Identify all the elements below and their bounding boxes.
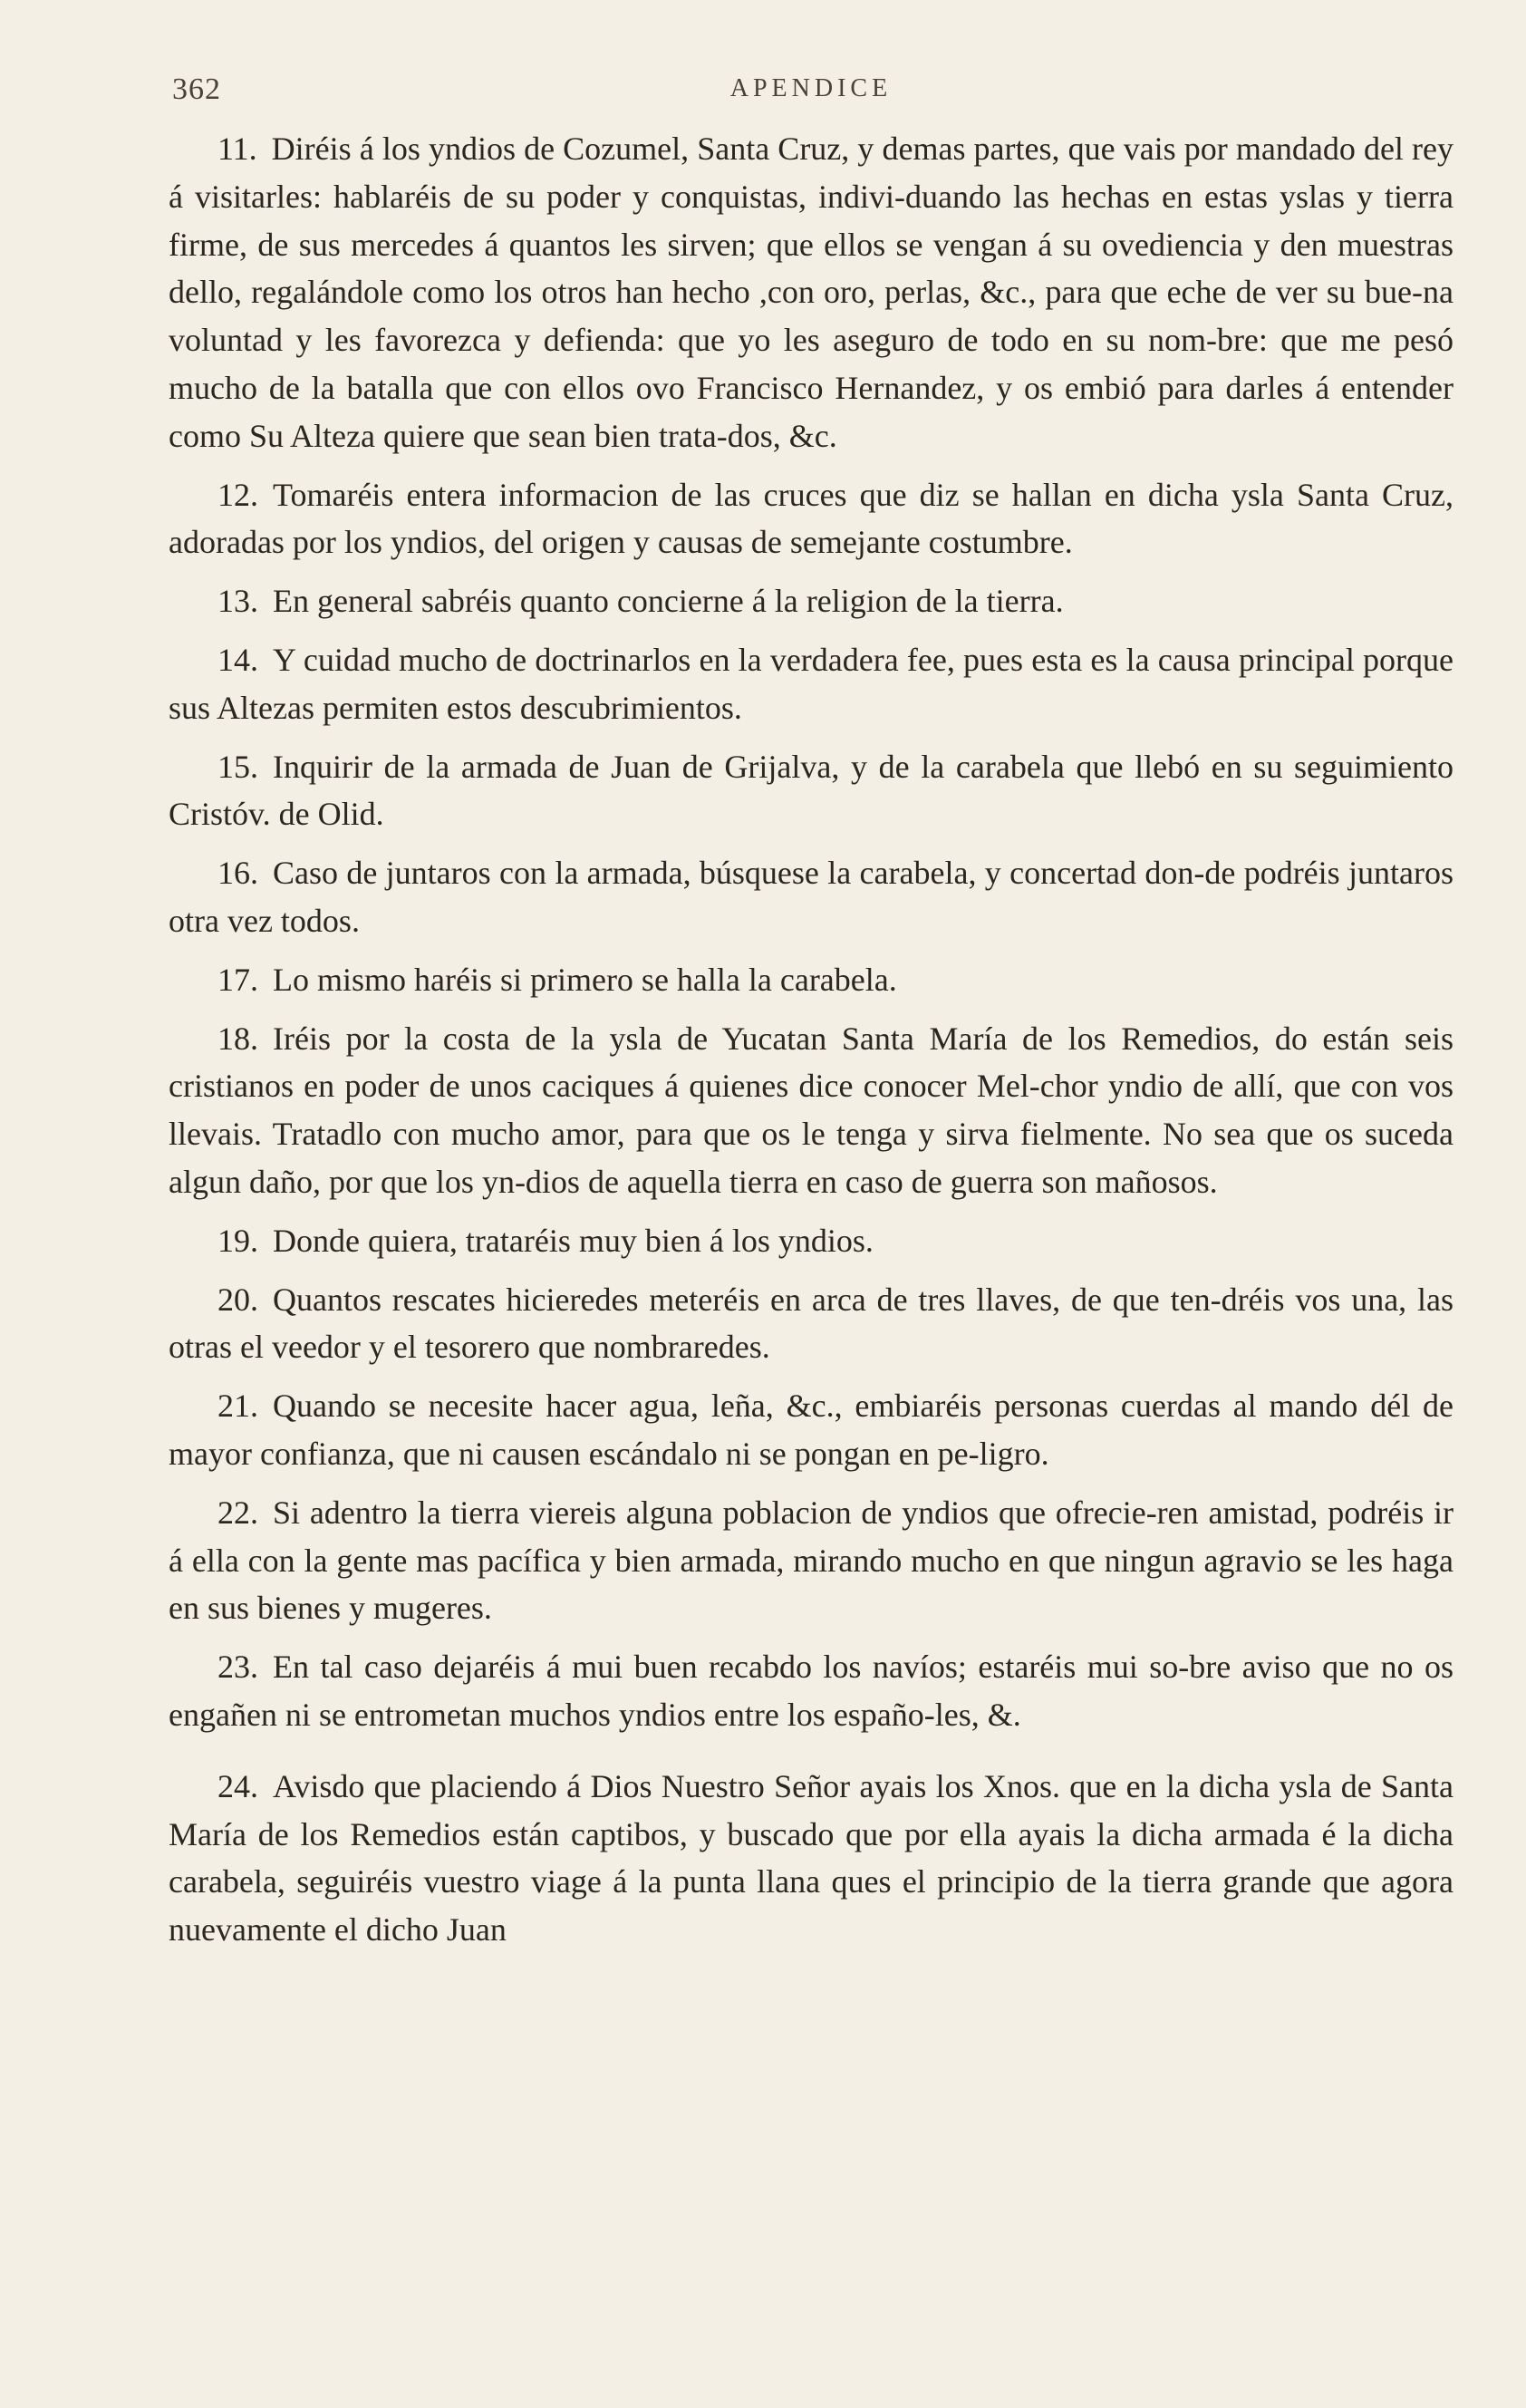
- paragraph-number: 24.: [217, 1767, 258, 1804]
- paragraph-24: [169, 1763, 1454, 1954]
- paragraph-text: Lo mismo haréis si primero se halla la carabela.: [273, 961, 897, 998]
- paragraph-number: 11.: [217, 131, 257, 167]
- paragraph-18: [169, 1015, 1454, 1206]
- paragraph-text: Tomaréis entera informacion de las cruces que diz se hallan en dicha ysla Santa Cruz, adoradas por los yndios, del origen y causas de semejante costumbre.: [169, 476, 1454, 561]
- paragraph-text: En general sabréis quanto concierne á la religion de la tierra.: [273, 583, 1064, 620]
- paragraph-text: Quando se necesite hacer agua, leña, &c., embiaréis personas cuerdas al mando dél de mayor confianza, que ni causen escándalo ni se pongan en pe-ligro.: [169, 1388, 1454, 1472]
- paragraph-number: 20.: [217, 1281, 258, 1318]
- paragraph-text: Diréis á los yndios de Cozumel, Santa Cruz, y demas partes, que vais por mandado del rey á visitarles: hablaréis de su poder y conquistas, indivi-duando las hechas en estas yslas y tierra firme, de sus mercedes á quantos les sirven; que ellos se vengan á su ovediencia y den muestras dello, regalándole como los otros han hecho ,con oro, perlas, &c., para que eche de ver su bue-na voluntad y les favorezca y defienda: que yo les aseguro de todo en su nom-bre: que me pesó mucho de la batalla que con ellos ovo Francisco Hernandez, y os embió para darles á entender como Su Alteza quiere que sean bien trata-dos, &c.: [169, 131, 1454, 454]
- body-text: [169, 125, 1454, 1965]
- paragraph-text: Si adentro la tierra viereis alguna poblacion de yndios que ofrecie-ren amistad, podréis ir á ella con la gente mas pacífica y bien armada, mirando mucho en que ningun agravio se les haga en sus bienes y mugeres.: [169, 1494, 1454, 1627]
- paragraph-text: Quantos rescates hicieredes meteréis en arca de tres llaves, de que ten-dréis vos una, las otras el veedor y el tesorero que nombraredes.: [169, 1281, 1454, 1366]
- paragraph-number: 16.: [217, 855, 258, 892]
- paragraph-number: 17.: [217, 961, 258, 998]
- paragraph-number: 23.: [217, 1649, 258, 1686]
- paragraph-12: [169, 471, 1454, 567]
- paragraph-19: [169, 1217, 1454, 1265]
- paragraph-text: Inquirir de la armada de Juan de Grijalva, y de la carabela que llebó en su seguimiento Cristóv. de Olid.: [169, 748, 1454, 833]
- paragraph-13: [169, 577, 1454, 625]
- paragraph-text: En tal caso dejaréis á mui buen recabdo los navíos; estaréis mui so-bre aviso que no os engañen ni se entrometan muchos yndios entre los españo-les, &.: [169, 1649, 1454, 1733]
- paragraph-text: Avisdo que placiendo á Dios Nuestro Señor ayais los Xnos. que en la dicha ysla de Santa María de los Remedios están captibos, y buscado que por ella ayais la dicha armada é la dicha carabela, seguiréis vuestro viage á la punta llana ques el principio de la tierra grande que agora nuevamente el dicho Juan: [169, 1767, 1454, 1949]
- paragraph-11: [169, 125, 1454, 460]
- paragraph-text: Caso de juntaros con la armada, búsquese la carabela, y concertad don-de podréis juntaros otra vez todos.: [169, 855, 1454, 939]
- paragraph-number: 22.: [217, 1494, 258, 1531]
- paragraph-number: 18.: [217, 1020, 258, 1057]
- paragraph-text: Donde quiera, trataréis muy bien á los yndios.: [273, 1222, 874, 1259]
- paragraph-20: [169, 1276, 1454, 1372]
- paragraph-23: [169, 1643, 1454, 1739]
- paragraph-14: [169, 636, 1454, 732]
- paragraph-number: 14.: [217, 641, 258, 678]
- running-title: APENDICE: [729, 74, 893, 102]
- paragraph-22: [169, 1489, 1454, 1632]
- paragraph-15: [169, 743, 1454, 839]
- paragraph-number: 21.: [217, 1388, 258, 1425]
- paragraph-number: 12.: [217, 476, 258, 513]
- paragraph-text: Y cuidad mucho de doctrinarlos en la verdadera fee, pues esta es la causa principal porque sus Altezas permiten estos descubrimientos.: [169, 641, 1454, 726]
- page-number: 362: [172, 73, 221, 106]
- paragraph-number: 13.: [217, 583, 258, 620]
- paragraph-16: [169, 849, 1454, 945]
- paragraph-number: 19.: [217, 1222, 258, 1259]
- paragraph-number: 15.: [217, 748, 258, 785]
- page-header: [172, 73, 1450, 109]
- paragraph-17: [169, 956, 1454, 1004]
- paragraph-21: [169, 1382, 1454, 1478]
- paragraph-text: Iréis por la costa de la ysla de Yucatan Santa María de los Remedios, do están seis cristianos en poder de unos caciques á quienes dice conocer Mel-chor yndio de allí, que con vos llevais. Tratadlo con mucho amor, para que os le tenga y sirva fielmente. No sea que os suceda algun daño, por que los yn-dios de aquella tierra en caso de guerra son mañosos.: [169, 1020, 1454, 1200]
